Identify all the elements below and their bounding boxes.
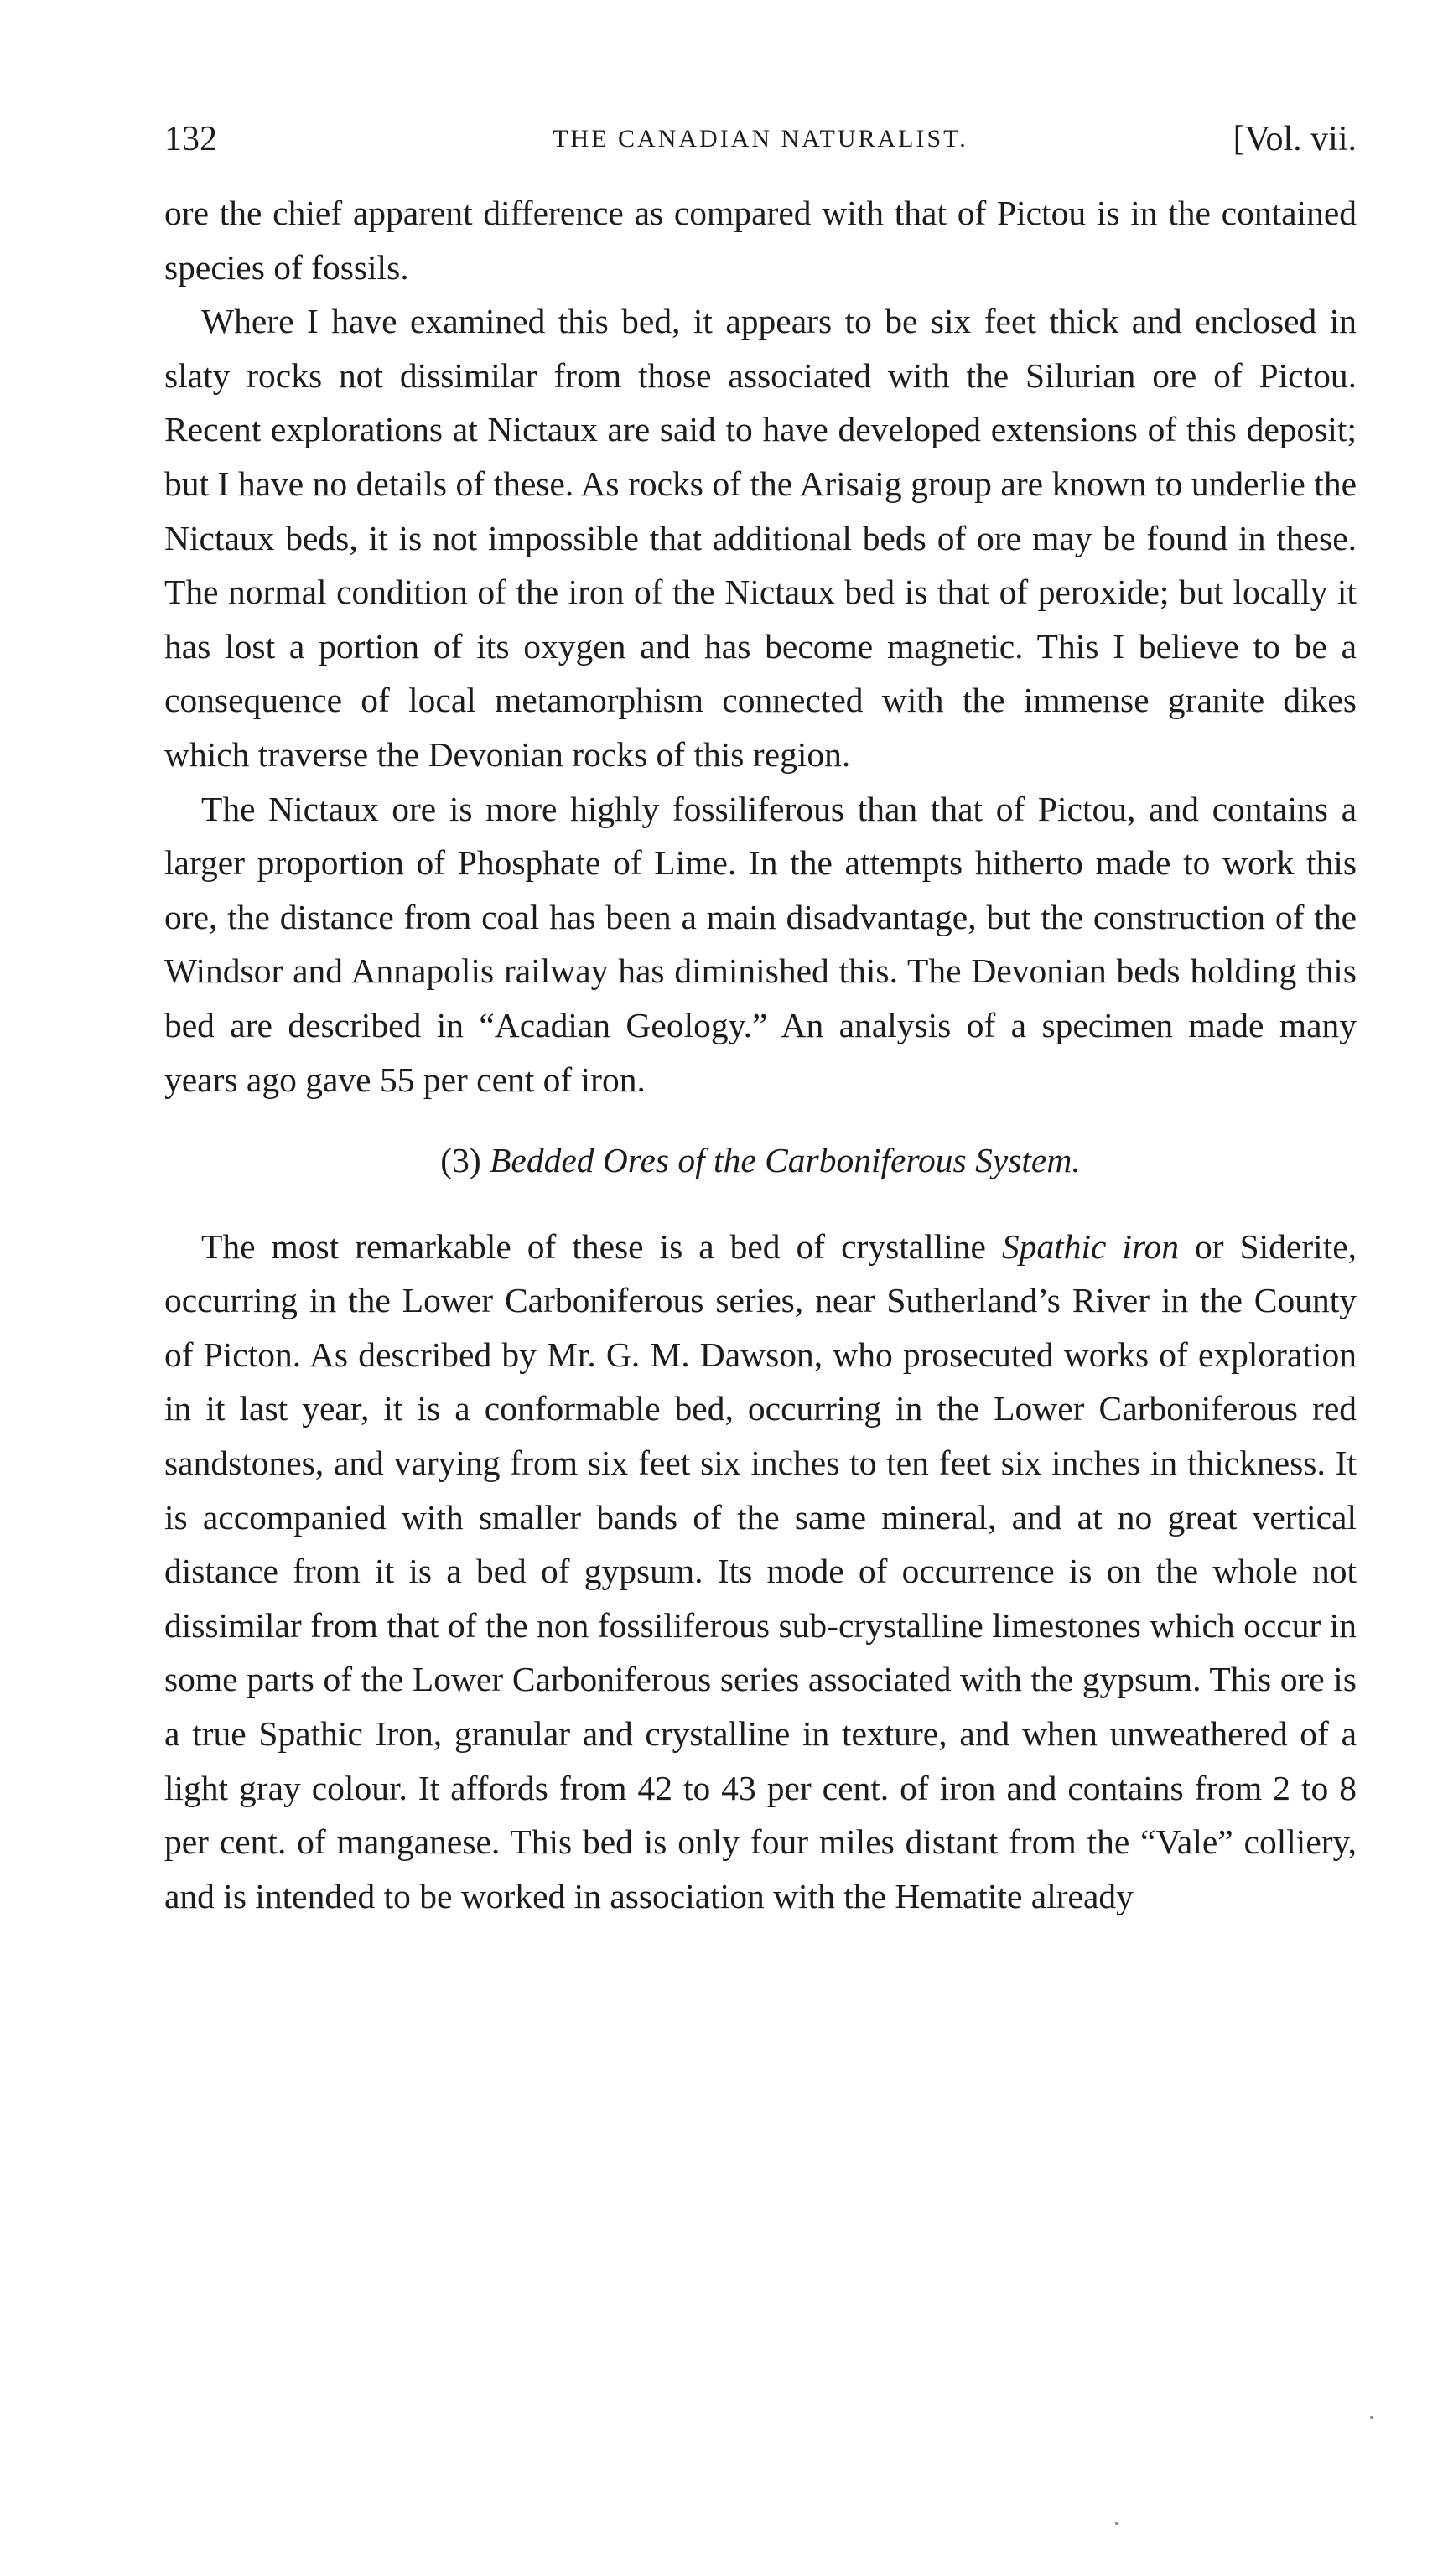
speck bbox=[1370, 2416, 1373, 2419]
paragraph-spathic-iron bbox=[164, 1220, 1357, 1924]
paragraph-nictaux-ore: The Nictaux ore is more highly fossiliferous than that of Pictou, and contains a larger proportion of Phosphate of Lime. In the attempts hitherto made to work this ore, the distance from coal has been a main disadvantage, but the construction of the Windsor and Annapolis railway has diminished this. The Devonian beds holding this bed are described in “Acadian Geology.” An analysis of a specimen made many years ago gave 55 per cent of iron. bbox=[164, 789, 1357, 1099]
paragraph-lead: The most remarkable of these is a bed of crystalline bbox=[201, 1226, 986, 1266]
paragraph-nictaux-bed: Where I have examined this bed, it appears to be six feet thick and enclosed in slaty rocks not dissimilar from those associated with the Silurian ore of Pictou. Recent explorations at Nictaux are said to have developed extensions of this deposit; but I have no details of these. As rocks of the Arisaig group are known to underlie the Nictaux beds, it is not impossible that additional beds of ore may be found in these. The normal condition of the iron of the Nictaux bed is that of peroxide; but locally it has lost a portion of its oxygen and has become magnetic. This I believe to be a consequence of local metamorphism connected with the immense granite dikes which traverse the Devonian rocks of this region. bbox=[164, 302, 1357, 774]
speck bbox=[1115, 2522, 1118, 2525]
page-number: 132 bbox=[164, 120, 217, 158]
volume-label: [Vol. vii. bbox=[1233, 120, 1357, 158]
section-number: (3) bbox=[440, 1141, 481, 1180]
section-heading bbox=[164, 1133, 1357, 1188]
page bbox=[164, 111, 1357, 1923]
italic-term: Spathic iron bbox=[1001, 1226, 1180, 1266]
paragraph-rest: or Siderite, occurring in the Lower Carboniferous series, near Sutherland’s River in the County of Picton. As described by Mr. G. M. Dawson, who prosecuted works of exploration in it last year, it is a conformable bed, occurring in the Lower Carboniferous red sandstones, and varying from six feet six inches to ten feet six inches in thickness. It is accompanied with smaller bands of the same mineral, and at no great vertical distance from it is a bed of gypsum. Its mode of occurrence is on the whole not dissimilar from that of the non fossiliferous sub-crystalline limestones which occur in some parts of the Lower Carboniferous series associated with the gypsum. This ore is a true Spathic Iron, granular and crystalline in texture, and when unweathered of a light gray colour. It affords from 42 to 43 per cent. of iron and contains from 2 to 8 per cent. of manganese. This bed is only four miles distant from the “Vale” colliery, and is intended to be worked in association with the Hematite already bbox=[164, 1226, 1357, 1915]
paragraph-continued: ore the chief apparent difference as compared with that of Pictou is in the contained species of fossils. bbox=[164, 194, 1357, 287]
body-text bbox=[164, 186, 1357, 1923]
journal-title: THE CANADIAN NATURALIST. bbox=[553, 125, 968, 153]
running-head bbox=[164, 111, 1357, 168]
section-title: Bedded Ores of the Carboniferous System. bbox=[490, 1141, 1081, 1180]
